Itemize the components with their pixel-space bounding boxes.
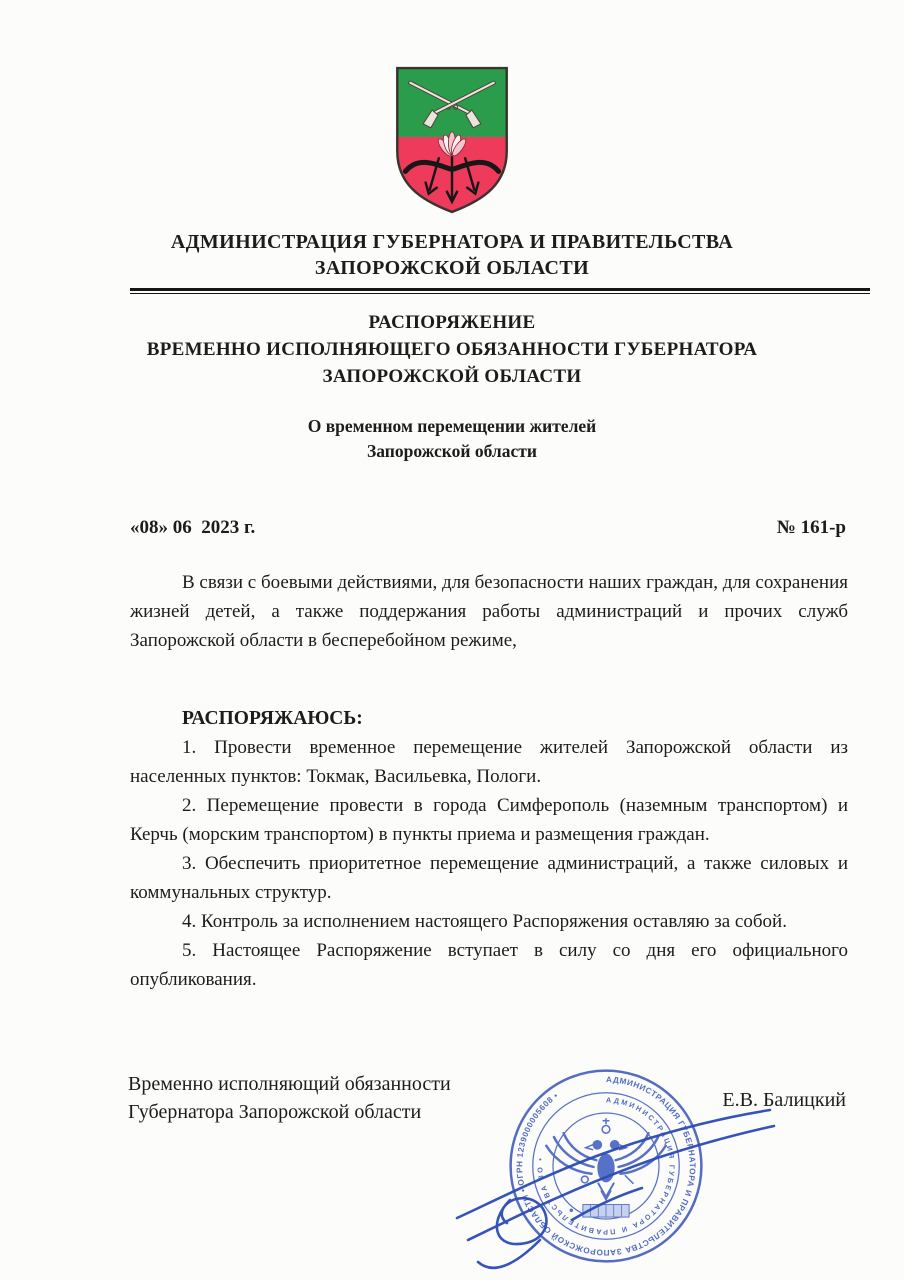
title-line-1: РАСПОРЯЖЕНИЕ (368, 312, 536, 333)
stamp-outer-text: АДМИНИСТРАЦИЯ ГУБЕРНАТОРА И ПРАВИТЕЛЬСТВА ЗАПОРОЖСКОЙ ОБЛАСТИ • ОГРН 1239000005608 • (515, 1075, 697, 1257)
subject-line-2: Запорожской области (367, 441, 537, 461)
signatory-name: Е.В. Балицкий (722, 1089, 846, 1111)
subject-line-1: О временном перемещении жителей (307, 416, 597, 436)
signatory-position-line2: Губернатора Запорожской области (128, 1101, 422, 1123)
order-item-3: 3. Обеспечить приоритетное перемещение администраций, а также силовых и коммунальных структур. (130, 853, 848, 903)
header-divider (130, 288, 870, 294)
title-line-3: ЗАПОРОЖСКОЙ ОБЛАСТИ (322, 366, 582, 387)
order-item-2: 2. Перемещение провести в города Симферополь (наземным транспортом) и Керчь (морским транспортом) в пункты приема и размещения граждан. (130, 795, 848, 845)
org-name-line1: АДМИНИСТРАЦИЯ ГУБЕРНАТОРА И ПРАВИТЕЛЬСТВА (170, 231, 734, 253)
meta-row (130, 517, 846, 539)
title-line-2: ВРЕМЕННО ИСПОЛНЯЮЩЕГО ОБЯЗАННОСТИ ГУБЕРНАТОРА (146, 339, 758, 360)
doc-title (0, 309, 904, 390)
number-field: № 161-р (776, 517, 846, 538)
order-item-4: 4. Контроль за исполнением настоящего Распоряжения оставляю за собой. (182, 911, 787, 932)
org-name-line2: ЗАПОРОЖСКОЙ ОБЛАСТИ (314, 257, 590, 279)
date-field: «08» 06 2023 г. (130, 517, 256, 538)
signatory-position (128, 1070, 451, 1126)
doc-subject (0, 414, 904, 464)
doc-body (130, 568, 848, 994)
emblem-green-field (391, 64, 513, 137)
order-item-5: 5. Настоящее Распоряжение вступает в силу со дня его официального опубликования. (130, 940, 848, 990)
resolve-heading: РАСПОРЯЖАЮСЬ: (182, 708, 363, 729)
handwritten-signature (452, 1050, 782, 1280)
coat-of-arms (391, 64, 513, 216)
signatory-position-line1: Временно исполняющий обязанности (128, 1073, 451, 1095)
org-name (0, 229, 904, 281)
stamp-inner-text: АДМИНИСТРАЦИЯ ГУБЕРНАТОРА И ПРАВИТЕЛЬСТВА ЗО • (535, 1095, 677, 1237)
intro-paragraph: В связи с боевыми действиями, для безопасности наших граждан, для сохранения жизней детей, а также поддержания работы администраций и прочих служб Запорожской области в бесперебойном режиме, (130, 572, 848, 651)
order-item-1: 1. Провести временное перемещение жителей Запорожской области из населенных пунктов: Токмак, Васильевка, Пологи. (130, 737, 848, 787)
